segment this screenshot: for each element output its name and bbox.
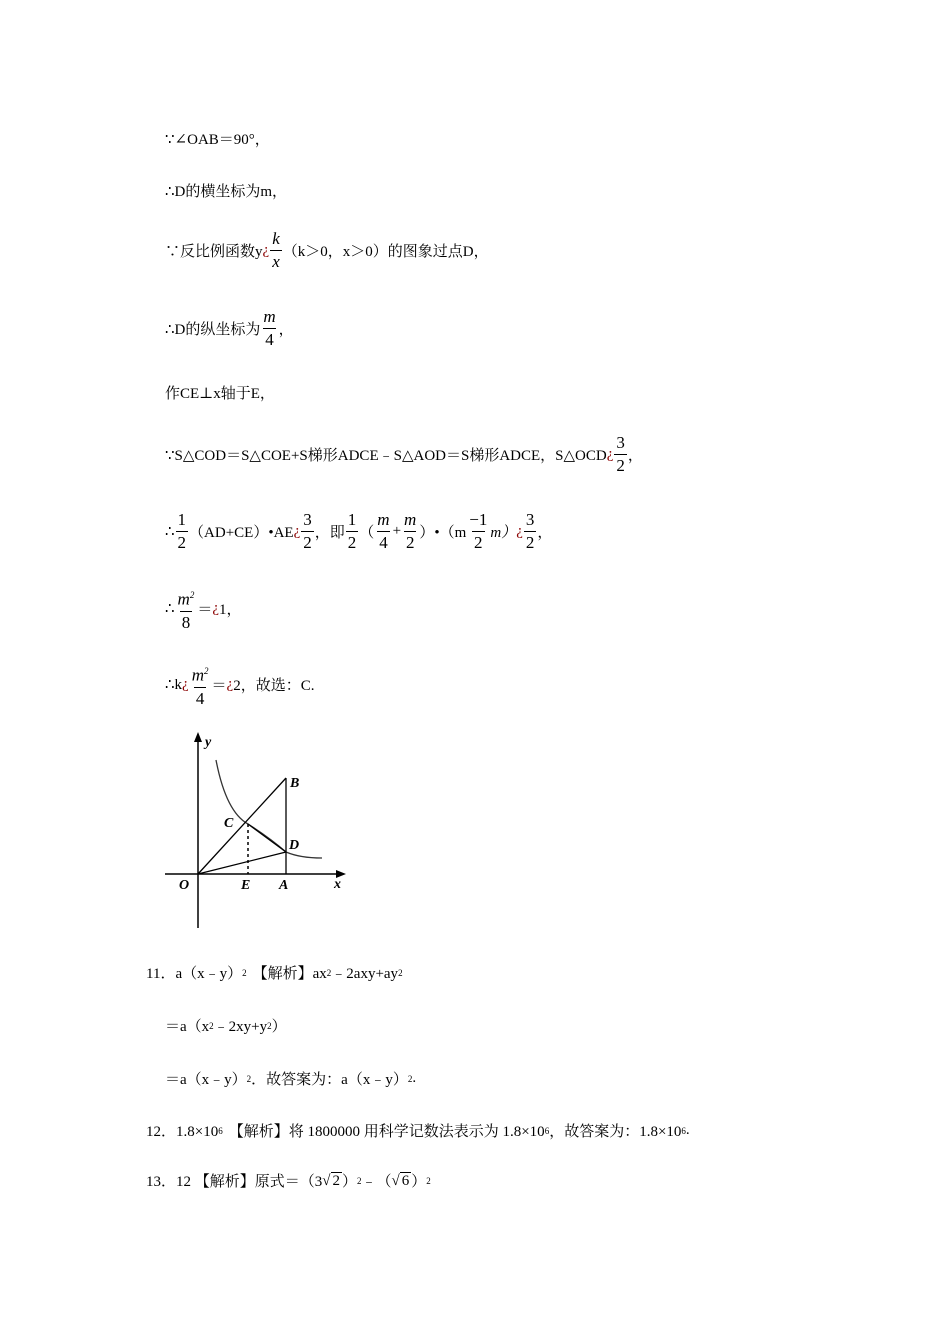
numerator-base: m <box>177 589 190 609</box>
solution-line-3 <box>165 229 489 272</box>
denominator: 2 <box>347 533 357 552</box>
numerator: 1 <box>347 510 357 529</box>
answer-11-line-1 <box>146 962 403 983</box>
line-text: ∵∠OAB＝90°， <box>165 132 270 148</box>
line-text: 2，故选：C. <box>233 678 315 695</box>
label-E: E <box>241 878 251 893</box>
label-C: C <box>224 816 234 831</box>
label-O: O <box>179 878 190 893</box>
exponent: 2 <box>398 967 403 978</box>
exponent: 2 <box>189 590 195 600</box>
denominator: 2 <box>525 533 535 552</box>
exponent: 2 <box>204 666 209 676</box>
denominator: 2 <box>474 533 483 552</box>
fraction-minus1-over-2 <box>467 510 489 553</box>
solution-line-4 <box>165 307 294 350</box>
solution-line-8 <box>165 585 242 633</box>
line-text: ）•（m <box>419 525 467 541</box>
denominator: 4 <box>265 330 274 349</box>
label-A: A <box>279 878 289 893</box>
plus-sign: + <box>392 523 402 539</box>
line-text: ，即 <box>314 525 345 541</box>
exponent: 2 <box>209 1020 214 1031</box>
equals-sign: ＝ <box>211 678 227 695</box>
segment-CD <box>248 824 286 852</box>
fraction-1-over-2 <box>176 510 189 553</box>
exponent: 2 <box>267 1020 272 1031</box>
exponent: 6 <box>544 1125 550 1136</box>
answer-11-line-2 <box>165 1015 287 1036</box>
answer-text: 【解析】将 1800000 用科学记数法表示为 1.8×10 <box>228 1124 545 1140</box>
solution-line-2 <box>165 180 287 201</box>
denominator: 2 <box>616 456 625 475</box>
denominator: 4 <box>195 688 205 708</box>
answer-text: ） <box>271 1019 287 1035</box>
line-text: （k＞0，x＞0）的图象过点D， <box>282 244 489 260</box>
answer-13 <box>146 1170 431 1191</box>
unknown-glyph: ¿ <box>293 523 301 539</box>
answer-text: ﹣（ <box>361 1174 392 1190</box>
label-B: B <box>290 776 300 791</box>
answer-text: . <box>412 1070 417 1086</box>
denominator: 2 <box>177 533 187 552</box>
therefore-symbol: ∴ <box>165 524 175 540</box>
exponent: 2 <box>407 1073 413 1084</box>
fraction-m-over-2 <box>402 510 418 553</box>
fraction-3-over-2 <box>301 510 314 553</box>
answer-text: ．故答案为：a（x﹣y） <box>251 1072 408 1088</box>
numerator: 3 <box>616 433 625 452</box>
unknown-glyph: ¿ <box>182 676 189 693</box>
solution-line-5 <box>165 382 275 403</box>
unknown-glyph: ¿ <box>226 676 234 693</box>
answer-text: ＝a（x <box>165 1019 210 1035</box>
label-x: x <box>334 877 341 892</box>
unknown-glyph: ¿ <box>606 446 614 462</box>
solution-line-9 <box>165 661 314 709</box>
line-text: ∵反比例函数y <box>165 244 263 260</box>
answer-text: ） <box>342 1174 358 1190</box>
exponent: 2 <box>357 1175 362 1186</box>
answer-text: ） <box>411 1174 427 1190</box>
numerator: m <box>404 510 417 529</box>
numerator: 3 <box>303 510 312 529</box>
denominator: x <box>272 252 280 271</box>
line-text: 1， <box>219 602 242 619</box>
answer-text: ﹣2xy+y <box>213 1019 268 1035</box>
numerator: m <box>377 510 390 529</box>
answer-text: 13．12 【解析】原式＝（3 <box>146 1174 323 1190</box>
numerator: k <box>272 229 280 248</box>
line-text: ∴D的纵坐标为 <box>165 322 261 338</box>
segment-OB <box>198 778 286 874</box>
solution-line-1 <box>165 128 270 149</box>
hyperbola-curve <box>216 760 322 858</box>
fraction-3-over-2 <box>524 510 537 553</box>
answer-text: ＝a（x﹣y） <box>165 1072 247 1088</box>
equals-sign: ＝ <box>197 602 213 619</box>
answer-text: ﹣2axy+ay <box>331 966 399 982</box>
exponent: 6 <box>681 1125 686 1136</box>
fraction-3-over-2 <box>614 433 627 476</box>
numerator: −1 <box>469 510 488 529</box>
answer-12 <box>146 1120 690 1141</box>
exponent: 2 <box>246 1073 252 1084</box>
fraction-k-over-x <box>270 229 282 272</box>
answer-text: . <box>685 1122 690 1138</box>
fraction-m-over-4 <box>261 307 277 350</box>
numerator: 3 <box>525 510 535 529</box>
line-text: ∵S△COD＝S△COE+S梯形ADCE﹣S△AOD＝S梯形ADCE，S△OCD <box>165 448 607 464</box>
denominator: 2 <box>303 533 312 552</box>
geometry-figure <box>160 728 360 933</box>
numerator: 1 <box>177 510 187 529</box>
line-text: m） <box>490 525 517 541</box>
fraction-m-over-4 <box>375 510 391 553</box>
radicand: 2 <box>332 1172 340 1189</box>
answer-text: 12．1.8×10 <box>146 1124 219 1140</box>
denominator: 8 <box>181 612 191 632</box>
label-y: y <box>205 735 212 750</box>
unknown-glyph: ¿ <box>516 523 523 539</box>
exponent: 2 <box>242 967 247 978</box>
line-text: （ <box>359 525 375 541</box>
denominator: 2 <box>405 533 415 552</box>
fraction-m2-over-8 <box>176 585 197 633</box>
exponent: 2 <box>326 967 332 978</box>
unknown-glyph: ¿ <box>212 600 220 617</box>
answer-11-line-3 <box>165 1068 416 1089</box>
line-text: 作CE⊥x轴于E， <box>165 386 275 402</box>
sqrt-2: √ 2 <box>322 1172 340 1189</box>
fraction-1-over-2 <box>346 510 359 553</box>
answer-text: 11．a（x﹣y） <box>146 966 243 982</box>
exponent: 2 <box>426 1175 431 1186</box>
line-text: ， <box>278 322 294 338</box>
solution-line-7: ∴ $\frac{1}{2}$ （AD+CE）•AE ¿ $\frac{3}{2}$ ，即 $\frac{1}{2}$ （ $\frac{m}{4}$ + $\frac{m}{2}$ ）•（m $\frac{-1}{2}$ m） ¿ $\frac{3}{2}$ ， <box>165 510 553 552</box>
sqrt-6: √ 6 <box>391 1172 410 1189</box>
numerator-base: m <box>191 665 204 685</box>
line-text: ∴k <box>165 677 183 694</box>
solution-line-6: ∵S△COD＝S△COE+S梯形ADCE﹣S△AOD＝S梯形ADCE，S△OCD ¿ $\frac{3}{2}$ ， <box>165 433 643 475</box>
radicand: 6 <box>401 1172 410 1189</box>
line-text: ∴D的横坐标为m， <box>165 184 288 200</box>
line-text: （AD+CE）•AE <box>189 525 294 541</box>
unknown-glyph: ¿ <box>262 242 270 258</box>
y-axis-arrow <box>194 732 202 742</box>
exponent: 6 <box>218 1125 223 1136</box>
denominator: 4 <box>379 533 388 552</box>
answer-text: 【解析】ax <box>252 966 327 982</box>
therefore-symbol: ∴ <box>165 601 175 618</box>
numerator: m <box>263 307 276 326</box>
segment-OD <box>198 852 286 874</box>
answer-text: ，故答案为：1.8×10 <box>549 1124 682 1140</box>
fraction-m2-over-4 <box>190 661 211 709</box>
label-D: D <box>289 838 300 853</box>
